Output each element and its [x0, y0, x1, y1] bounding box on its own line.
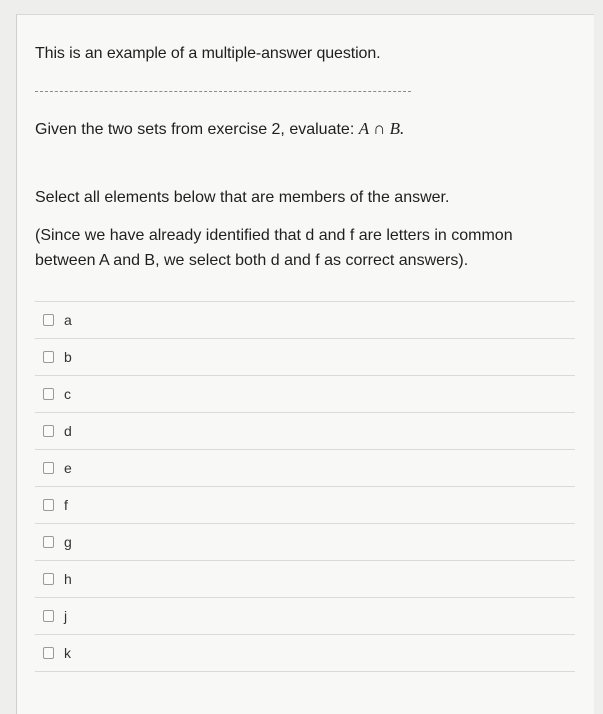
option-label-j[interactable]: j [64, 608, 68, 624]
question-instruction: Select all elements below that are members of the answer. [35, 189, 450, 206]
checkbox-option-h[interactable] [43, 573, 54, 585]
option-row-c[interactable] [35, 376, 575, 413]
option-row-d[interactable] [35, 413, 575, 450]
question-note: (Since we have already identified that d and f are letters in common between A and B, we select both d and f as correct answers). [35, 227, 513, 269]
option-row-b[interactable] [35, 339, 575, 376]
intersection-symbol: ∩ [373, 119, 386, 138]
option-row-f[interactable] [35, 487, 575, 524]
question-card [16, 14, 594, 714]
option-row-e[interactable] [35, 450, 575, 487]
option-label-g[interactable]: g [64, 534, 72, 550]
checkbox-option-b[interactable] [43, 351, 54, 363]
set-b: B. [389, 119, 405, 138]
set-expression [359, 119, 405, 138]
checkbox-option-e[interactable] [43, 462, 54, 474]
option-row-g[interactable] [35, 524, 575, 561]
question-prompt [35, 119, 404, 139]
checkbox-option-g[interactable] [43, 536, 54, 548]
question-intro: This is an example of a multiple-answer question. [35, 45, 381, 62]
checkbox-option-j[interactable] [43, 610, 54, 622]
checkbox-option-a[interactable] [43, 314, 54, 326]
option-row-h[interactable] [35, 561, 575, 598]
checkbox-option-c[interactable] [43, 388, 54, 400]
dashed-divider [35, 91, 411, 92]
option-label-d[interactable]: d [64, 423, 72, 439]
answer-options-list [35, 301, 575, 672]
option-label-f[interactable]: f [64, 497, 68, 513]
option-label-e[interactable]: e [64, 460, 72, 476]
option-label-k[interactable]: k [64, 645, 71, 661]
option-label-c[interactable]: c [64, 386, 71, 402]
option-label-a[interactable]: a [64, 312, 72, 328]
checkbox-option-d[interactable] [43, 425, 54, 437]
checkbox-option-f[interactable] [43, 499, 54, 511]
option-row-k[interactable] [35, 635, 575, 672]
checkbox-option-k[interactable] [43, 647, 54, 659]
prompt-text: Given the two sets from exercise 2, evaluate: [35, 121, 355, 138]
option-label-h[interactable]: h [64, 571, 72, 587]
option-row-j[interactable] [35, 598, 575, 635]
set-a: A [358, 119, 369, 138]
option-label-b[interactable]: b [64, 349, 72, 365]
option-row-a[interactable] [35, 302, 575, 339]
